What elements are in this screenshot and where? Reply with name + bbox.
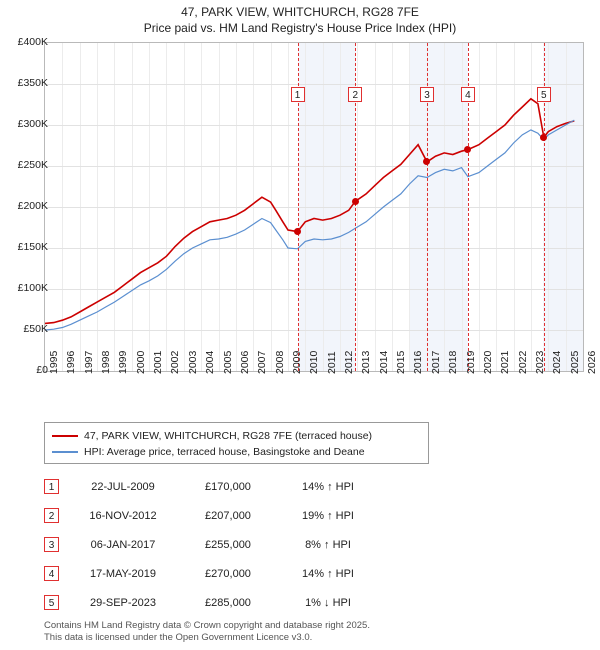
x-axis-tick-label: 1995 [48,350,60,374]
legend-swatch-property [52,435,78,437]
title-line-2: Price paid vs. HM Land Registry's House Price Index (HPI) [143,21,457,35]
x-axis-tick-label: 2011 [325,351,338,374]
x-axis-tick-label: 2019 [464,350,477,374]
chart-area [0,38,600,378]
series-line-hpi [45,120,574,330]
x-axis-tick-label: 2002 [169,350,182,374]
row-date: 17-MAY-2019 [89,567,157,580]
x-axis-tick-label: 2012 [343,350,356,374]
event-label-3: 3 [420,87,434,102]
table-row [44,588,429,617]
y-axis-tick-label: £0 [36,364,48,376]
x-axis-tick-label: 2005 [221,350,234,374]
x-axis-tick-label: 1999 [117,350,130,374]
legend-item-hpi [52,444,421,459]
y-axis-tick-label: £300K [17,118,48,130]
row-hpi-delta: 14% ↑ HPI [302,480,354,493]
x-axis-tick-label: 2014 [377,350,390,374]
x-axis-tick-label: 2004 [204,350,217,374]
x-axis-tick-label: 2013 [360,350,373,374]
row-date: 22-JUL-2009 [91,480,155,493]
y-axis-tick-label: £400K [17,36,48,48]
x-axis-tick-label: 2023 [533,350,546,374]
series-line-property [45,99,574,324]
event-label-4: 4 [461,87,475,102]
x-axis-tick-label: 2025 [568,350,581,374]
x-axis-tick-label: 2006 [238,350,251,374]
y-axis-tick-label: £250K [17,159,48,171]
x-axis-tick-label: 2008 [273,350,286,374]
row-price: £270,000 [205,567,251,580]
x-axis-tick-label: 2015 [395,350,408,374]
table-row [44,559,429,588]
x-axis-tick-label: 2020 [481,350,494,374]
row-date: 16-NOV-2012 [89,509,157,522]
table-row [44,472,429,501]
x-axis-tick-label: 2001 [152,350,165,374]
transactions-table [44,472,429,617]
row-price: £170,000 [205,480,251,493]
y-axis-tick-label: £200K [17,200,48,212]
x-axis-tick-label: 2018 [447,350,460,374]
x-axis-tick-label: 2022 [516,350,529,374]
event-label-2: 2 [348,87,362,102]
x-axis-tick-label: 2010 [308,350,321,374]
row-marker-number: 3 [44,537,59,552]
x-axis-tick-label: 2000 [134,350,147,374]
footer-note [44,620,584,644]
plot-canvas [44,42,584,372]
row-price: £285,000 [205,596,251,609]
y-axis-tick-label: £150K [17,241,48,253]
x-axis-tick-label: 2021 [499,350,512,374]
event-label-1: 1 [291,87,305,102]
row-hpi-delta: 1% ↓ HPI [305,596,351,609]
table-row [44,530,429,559]
page-title [0,4,600,36]
row-marker-number: 4 [44,566,59,581]
legend-swatch-hpi [52,451,78,453]
x-axis-tick-label: 2009 [290,350,303,374]
series-lines [45,43,583,371]
x-axis-tick-label: 2017 [429,350,442,374]
row-date: 06-JAN-2017 [90,538,156,551]
footer-line-2: This data is licensed under the Open Government Licence v3.0. [44,632,313,643]
footer-line-1: Contains HM Land Registry data © Crown copyright and database right 2025. [44,620,370,631]
title-line-1: 47, PARK VIEW, WHITCHURCH, RG28 7FE [181,5,419,19]
x-axis-tick-label: 1998 [100,350,113,374]
legend-item-property [52,428,421,443]
row-marker-number: 1 [44,479,59,494]
chart-legend [44,422,429,464]
y-axis-tick-label: £350K [17,77,48,89]
row-price: £255,000 [205,538,251,551]
x-axis-tick-label: 2024 [551,350,564,374]
row-hpi-delta: 8% ↑ HPI [305,538,351,551]
row-marker-number: 2 [44,508,59,523]
event-label-5: 5 [537,87,551,102]
x-axis-tick-label: 1996 [65,350,78,374]
x-axis-tick-label: 2016 [412,350,425,374]
legend-label-property: 47, PARK VIEW, WHITCHURCH, RG28 7FE (terraced house) [84,429,373,442]
event-marker-dot-2 [352,198,359,205]
row-hpi-delta: 19% ↑ HPI [302,509,354,522]
x-axis-tick-label: 2003 [186,350,199,374]
y-axis-tick-label: £50K [23,323,48,335]
x-axis-tick-label: 2026 [586,350,598,374]
table-row [44,501,429,530]
row-marker-number: 5 [44,595,59,610]
x-axis-tick-label: 2007 [256,350,269,374]
legend-label-hpi: HPI: Average price, terraced house, Basingstoke and Deane [84,445,365,458]
row-hpi-delta: 14% ↑ HPI [302,567,354,580]
row-date: 29-SEP-2023 [89,596,157,609]
y-axis-tick-label: £100K [17,282,48,294]
row-price: £207,000 [205,509,251,522]
x-axis-tick-label: 1997 [82,350,95,374]
